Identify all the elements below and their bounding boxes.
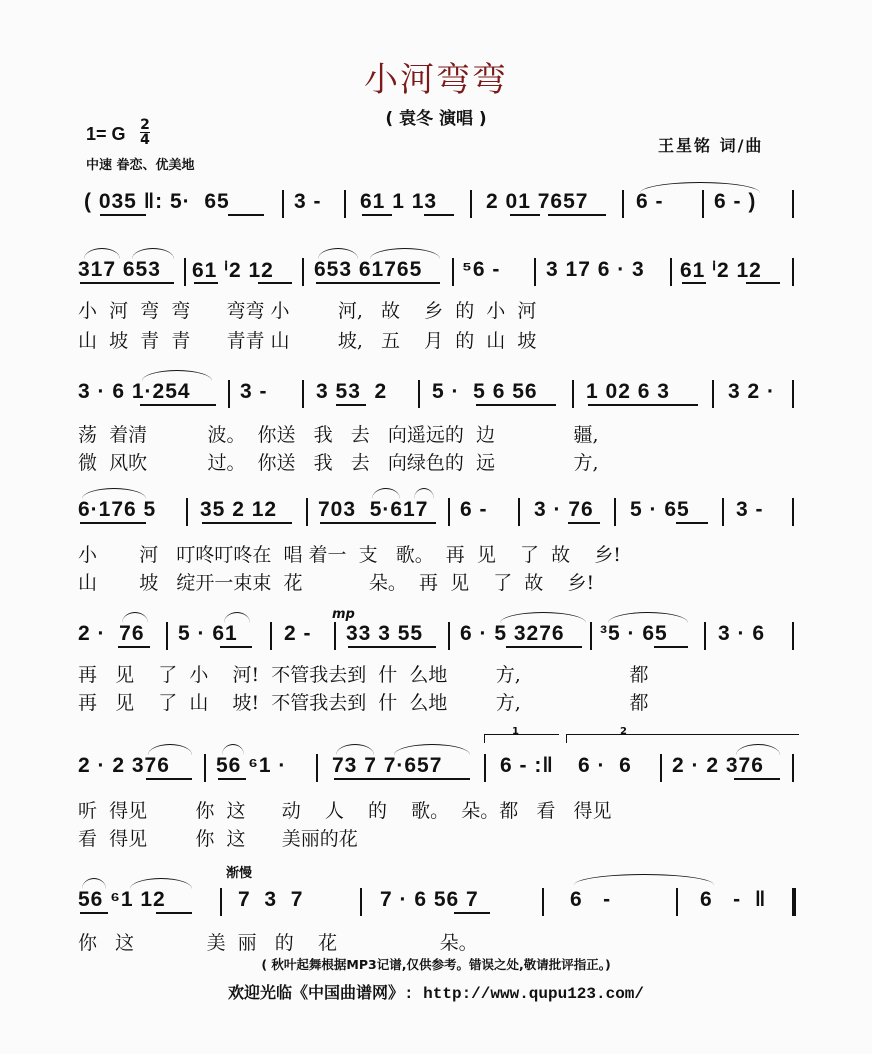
measure: 61 ⁱ2 12 (680, 259, 762, 282)
underline (510, 214, 540, 216)
measure: 5 · 5 6 56 (432, 380, 538, 403)
tie (224, 612, 250, 623)
music-row-2 (0, 258, 872, 292)
tie (608, 612, 688, 623)
measure: 3 · 6 1·254 (78, 380, 191, 403)
underline (588, 404, 698, 406)
barline (590, 622, 592, 650)
barline (282, 190, 284, 218)
barline (792, 754, 794, 782)
measure: 6·176 5 (78, 498, 157, 521)
underline (194, 282, 218, 284)
measure: 703 5·617 (318, 498, 429, 521)
barline (676, 888, 678, 916)
tie (500, 612, 586, 623)
lyric-line: 听 得见 你 这 动 人 的 歌。 朵。都 看 得见 (78, 800, 612, 822)
measure: 6 - ‖ (700, 888, 767, 911)
underline (654, 646, 688, 648)
lyrics-row-3b (0, 448, 872, 474)
measure: 6 - (460, 498, 488, 521)
measure: 2 - (284, 622, 312, 645)
measure: 3 2 · (728, 380, 776, 403)
barline (792, 622, 794, 650)
underline (568, 522, 600, 524)
measure: 3 - (294, 190, 322, 213)
barline (792, 380, 794, 408)
lyrics-row-3a (0, 420, 872, 446)
underline (362, 214, 392, 216)
website-credit: 欢迎光临《中国曲谱网》: http://www.qupu123.com/ (227, 985, 645, 1003)
measure: 3 · 76 (534, 498, 594, 521)
measure: 61 ⁱ2 12 (192, 259, 274, 282)
lyrics-row-5b (0, 688, 872, 714)
lyrics-row-2a (0, 296, 872, 322)
measure: 653 61765 (314, 258, 423, 281)
measure: 1 02 6 3 (586, 380, 670, 403)
underline (734, 778, 780, 780)
underline (424, 214, 454, 216)
barline (712, 380, 714, 408)
barline (316, 754, 318, 782)
transcription-note: ( 秋叶起舞根据MP3记谱,仅供参考。错误之处,敬请批评指正。) (261, 957, 611, 972)
underline (454, 912, 490, 914)
underline (334, 778, 470, 780)
measure: 2 01 7657 (486, 190, 589, 213)
barline (534, 258, 536, 286)
lyrics-row-5a (0, 660, 872, 686)
underline (548, 214, 606, 216)
music-row-1 (0, 190, 872, 224)
barline (334, 622, 336, 650)
time-sig-top: 2 (140, 117, 150, 133)
tie (394, 744, 470, 755)
barline (622, 190, 624, 218)
underline (682, 282, 706, 284)
barline (518, 498, 520, 526)
singer-credit: ( 袁冬 演唱 ) (385, 109, 487, 129)
barline (344, 190, 346, 218)
time-sig-bottom: 4 (140, 132, 150, 148)
measure: 6 - :‖ (500, 754, 554, 777)
tie (122, 612, 148, 623)
barline (470, 190, 472, 218)
measure: ( 035 ‖: 5· 65 (84, 190, 230, 213)
measure: 33 3 55 (346, 622, 424, 645)
lyric-line: 山 坡 绽开一束束 花 朵。 再 见 了 故 乡! (78, 572, 595, 594)
lyric-line: 小 河 弯 弯 弯弯 小 河, 故 乡 的 小 河 (78, 300, 537, 322)
key-signature: 1= G (86, 124, 126, 144)
lyric-line: 微 风吹 过。 你送 我 去 向绿色的 远 方, (78, 452, 599, 474)
underline (80, 522, 146, 524)
song-title: 小河弯弯 (364, 60, 508, 100)
barline (614, 498, 616, 526)
measure: 56 ⁶1 · (216, 754, 287, 777)
measure: 317 653 (78, 258, 161, 281)
tie (222, 744, 244, 755)
lyric-line: 荡 着清 波。 你送 我 去 向遥远的 边 疆, (78, 424, 599, 446)
underline (140, 404, 216, 406)
barline (792, 190, 794, 218)
barline (660, 754, 662, 782)
barline (166, 622, 168, 650)
barline (542, 888, 544, 916)
barline (448, 622, 450, 650)
music-row-3 (0, 380, 872, 414)
underline (218, 778, 246, 780)
barline (186, 498, 188, 526)
underline (118, 646, 150, 648)
measure: 2 · 2 376 (78, 754, 170, 777)
lyric-line: 再 见 了 小 河! 不管我去到 什 么地 方, 都 (78, 664, 649, 686)
underline (220, 646, 252, 648)
barline (704, 622, 706, 650)
underline (676, 522, 708, 524)
measure: 2 · 76 (78, 622, 145, 645)
underline (80, 282, 174, 284)
barline (792, 258, 794, 286)
volta-2-number: 2 (620, 726, 627, 737)
author-credit: 王星铭 词/曲 (658, 136, 764, 155)
barline (452, 258, 454, 286)
dynamic-mp: mp (332, 607, 355, 622)
measure: 56 ⁶1 12 (78, 888, 166, 911)
music-row-6 (0, 754, 872, 788)
measure: 7 · 6 56 7 (380, 888, 479, 911)
lyric-line: 山 坡 青 青 青青 山 坡, 五 月 的 山 坡 (78, 330, 537, 352)
measure: 5 · 65 (630, 498, 690, 521)
music-row-4 (0, 498, 872, 532)
measure: 3 - (240, 380, 268, 403)
lyrics-row-6a (0, 796, 872, 822)
underline (746, 282, 780, 284)
volta-1-number: 1 (512, 726, 519, 737)
lyrics-row-2b (0, 326, 872, 352)
tie (414, 488, 434, 499)
measure: 7 3 7 (238, 888, 304, 911)
underline (316, 282, 440, 284)
barline (572, 380, 574, 408)
barline (306, 498, 308, 526)
measure: 73 7 7·657 (332, 754, 443, 777)
barline (184, 258, 186, 286)
barline (204, 754, 206, 782)
lyrics-row-7 (0, 928, 872, 954)
tie (82, 488, 146, 499)
underline (80, 912, 108, 914)
underline (100, 214, 146, 216)
underline (258, 282, 292, 284)
tie (318, 248, 358, 259)
lyrics-row-4b (0, 568, 872, 594)
lyric-line: 再 见 了 山 坡! 不管我去到 什 么地 方, 都 (78, 692, 649, 714)
measure: 6 - (636, 190, 664, 213)
tie (148, 744, 192, 755)
tie (640, 182, 760, 193)
lyric-line: 小 河 叮咚叮咚在 唱 着一 支 歌。 再 见 了 故 乡! (78, 544, 621, 566)
measure: 3 53 2 (316, 380, 388, 403)
measure: 6 · 6 (578, 754, 632, 777)
measure: 6 · 5 3276 (460, 622, 565, 645)
barline (722, 498, 724, 526)
tie (84, 248, 120, 259)
measure: ³5 · 65 (600, 622, 668, 645)
measure: 2 · 2 376 (672, 754, 764, 777)
barline (360, 888, 362, 916)
barline (484, 754, 486, 782)
volta-1-bracket (484, 734, 559, 743)
barline (302, 380, 304, 408)
measure: 6 - (570, 888, 612, 911)
lyrics-row-4a (0, 540, 872, 566)
tie (336, 744, 374, 755)
underline (146, 778, 192, 780)
barline (448, 498, 450, 526)
tie (82, 878, 106, 889)
volta-2-bracket (566, 734, 799, 743)
tie (370, 248, 440, 259)
tie (574, 874, 714, 885)
underline (156, 912, 192, 914)
barline (228, 380, 230, 408)
measure: 35 2 12 (200, 498, 278, 521)
barline (792, 498, 794, 526)
underline (336, 404, 366, 406)
barline (302, 258, 304, 286)
ritardando-mark: 渐慢 (226, 866, 253, 881)
music-row-7 (0, 888, 872, 922)
barline (702, 190, 704, 218)
lyrics-row-6b (0, 824, 872, 850)
underline (348, 646, 436, 648)
barline (670, 258, 672, 286)
tie (736, 744, 780, 755)
music-row-5 (0, 622, 872, 656)
tie (132, 248, 174, 259)
underline (476, 404, 556, 406)
tempo-marking: 中速 眷恋、优美地 (86, 158, 195, 173)
underline (506, 646, 582, 648)
lyric-line: 看 得见 你 这 美丽的花 (78, 828, 358, 850)
lyric-line: 你 这 美 丽 的 花 朵。 (78, 932, 478, 954)
tie (142, 370, 212, 381)
time-signature (140, 118, 150, 147)
measure: ⁵6 - (462, 258, 501, 281)
tie (372, 488, 400, 499)
measure: 5 · 61 (178, 622, 238, 645)
final-barline (792, 888, 796, 916)
measure: 61 1 13 (360, 190, 438, 213)
measure: 6 - ) (714, 190, 757, 213)
barline (418, 380, 420, 408)
underline (228, 214, 264, 216)
measure: 3 - (736, 498, 764, 521)
tie (130, 878, 192, 889)
barline (270, 622, 272, 650)
underline (202, 522, 292, 524)
underline (320, 522, 436, 524)
measure: 3 · 6 (718, 622, 766, 645)
barline (220, 888, 222, 916)
measure: 3 17 6 · 3 (546, 258, 645, 281)
